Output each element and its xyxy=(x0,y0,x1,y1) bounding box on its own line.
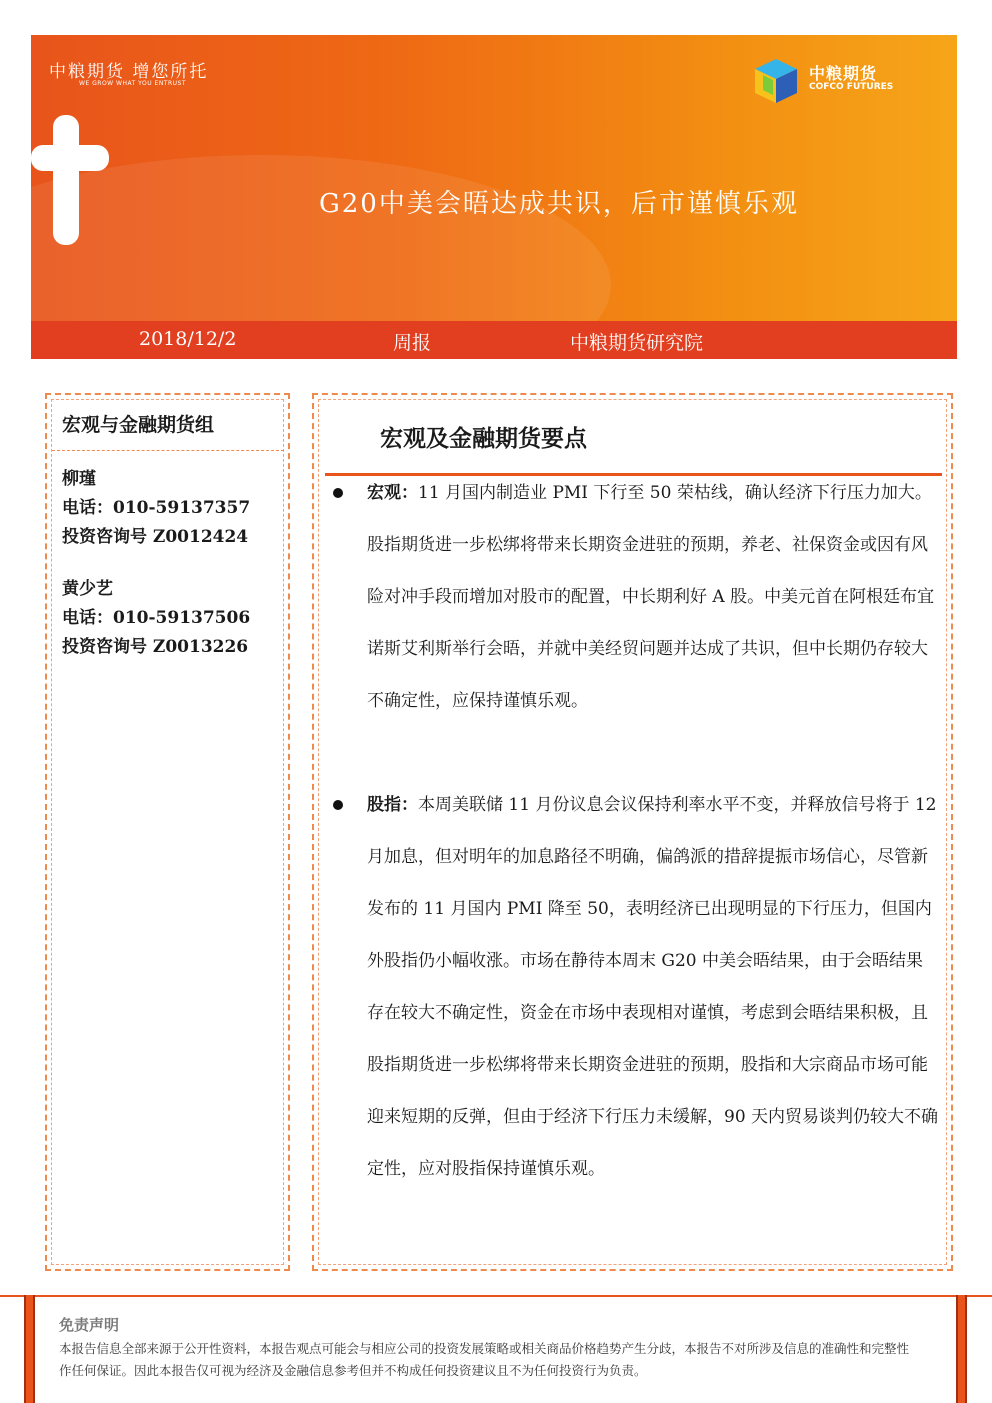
brand-slogan-en: WE GROW WHAT YOU ENTRUST xyxy=(79,80,187,87)
disclaimer-title: 免责声明 xyxy=(59,1316,120,1334)
analyst-name: 黄少艺 xyxy=(62,579,113,599)
footer-rule xyxy=(0,1295,992,1297)
disclaimer-text: 本报告信息全部来源于公开性资料，本报告观点可能会与相应公司的投资发展策略或相关商品价格趋势产生分歧，本报告不对所涉及信息的准确性和完整性作任何保证。因此本报告仅可视为经济及金融信息参考但并不构成任何投资建议且不为任何投资行为负责。 xyxy=(59,1341,910,1378)
report-type: 周报 xyxy=(393,332,432,354)
key-point-macro xyxy=(367,467,939,727)
report-institute: 中粮期货研究院 xyxy=(570,332,704,354)
bullet-icon xyxy=(333,488,343,498)
logo-name-en: COFCO FUTURES xyxy=(809,82,894,92)
key-point-index xyxy=(367,779,939,1195)
report-info-bar xyxy=(31,321,957,359)
report-title: G20中美会晤达成共识，后市谨慎乐观 xyxy=(319,189,799,219)
key-point-label: 宏观： xyxy=(367,483,418,503)
logo-name-cn: 中粮期货 xyxy=(809,64,878,83)
key-point-text: 11 月国内制造业 PMI 下行至 50 荣枯线，确认经济下行压力加大。股指期货进一步松绑将带来长期资金进驻的预期，养老、社保资金或因有风险对冲手段而增加对股市的配置，中长期利好 A 股。中美元首在阿根廷布宜诺斯艾利斯举行会晤，并就中美经贸问题并达成了共识，但中长期仍存较大不确定性，应保持谨慎乐观。 xyxy=(367,483,935,711)
analyst-phone: 电话：010-59137506 xyxy=(62,608,251,628)
analyst-name: 柳瑾 xyxy=(62,469,96,489)
report-date: 2018/12/2 xyxy=(139,328,237,350)
key-point-label: 股指： xyxy=(367,795,418,815)
footer-bar-right xyxy=(956,1295,967,1403)
section-title: 宏观及金融期货要点 xyxy=(380,425,587,452)
brand-slogan: 中粮期货 增您所托 xyxy=(49,62,209,82)
plus-decoration-icon xyxy=(31,115,121,245)
group-name: 宏观与金融期货组 xyxy=(62,414,215,436)
analyst-phone: 电话：010-59137357 xyxy=(62,498,251,518)
cube-logo-icon xyxy=(753,57,799,105)
group-divider xyxy=(52,450,284,451)
key-point-text: 本周美联储 11 月份议息会议保持利率水平不变，并释放信号将于 12 月加息，但对明年的加息路径不明确，偏鸽派的措辞提振市场信心，尽管新发布的 11 月国内 PMI 降至 50，表明经济已出现明显的下行压力，但国内外股指仍小幅收涨。市场在静待本周末 G20 中美会晤结果，由于会晤结果存在较大不确定性，资金在市场中表现相对谨慎，考虑到会晤结果积极，且股指期货进一步松绑将带来长期资金进驻的预期，股指和大宗商品市场可能迎来短期的反弹，但由于经济下行压力未缓解，90 天内贸易谈判仍较大不确定性，应对股指保持谨慎乐观。 xyxy=(367,795,939,1179)
company-logo xyxy=(753,57,923,107)
analyst-license: 投资咨询号 Z0012424 xyxy=(62,527,249,547)
bullet-icon xyxy=(333,800,343,810)
footer-bar-left xyxy=(24,1295,35,1403)
report-banner xyxy=(31,35,957,321)
analyst-license: 投资咨询号 Z0013226 xyxy=(62,637,249,657)
